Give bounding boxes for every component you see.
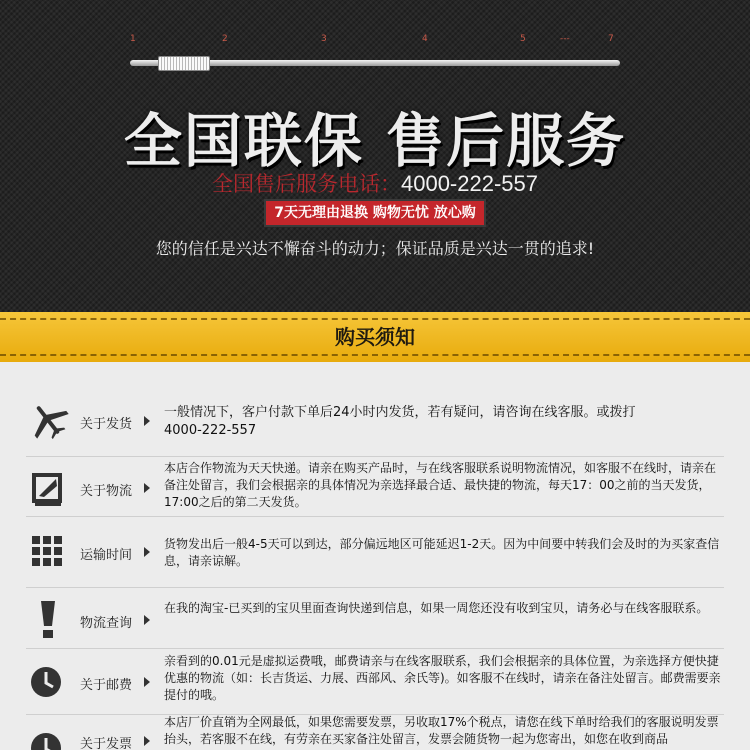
chevron-right-icon <box>144 736 150 746</box>
row-text: 亲看到的0.01元是虚拟运费哦，邮费请亲与在线客服联系，我们会根据亲的具体位置，为亲选择方便快捷优惠的物流（如：长吉货运、力展、西部风、余氏等)。如客服不在线时，请亲在备注处留言。邮费需要亲提付的哦。 <box>164 654 721 702</box>
hero-title: 全国联保 售后服务 <box>123 107 627 175</box>
promise-badge: 7天无理由退换 购物无忧 放心购 <box>266 201 484 225</box>
airplane-icon <box>26 400 70 440</box>
package-box-icon <box>26 470 70 510</box>
row-label: 物流查询 <box>80 616 133 631</box>
ruler-label: 2 <box>222 34 228 44</box>
row-label: 关于发票 <box>80 737 133 750</box>
list-item <box>26 516 724 588</box>
ruler-label: 4 <box>422 34 428 44</box>
chevron-right-icon <box>144 677 150 687</box>
clock-icon <box>26 662 70 702</box>
service-hotline <box>0 168 750 198</box>
ruler-graphic <box>130 32 622 72</box>
hero-slogan: 您的信任是兴达不懈奋斗的动力；保证品质是兴达一贯的追求! <box>155 239 595 258</box>
list-item <box>26 456 724 517</box>
chevron-right-icon <box>144 483 150 493</box>
list-item <box>26 714 724 750</box>
chevron-right-icon <box>144 547 150 557</box>
clock-icon <box>26 728 70 750</box>
list-item <box>26 587 724 649</box>
row-text: 在我的淘宝-已买到的宝贝里面查询快递到信息，如果一周您还没有收到宝贝，请务必与在线客服联系。 <box>164 601 709 615</box>
ruler-label: 1 <box>130 34 136 44</box>
ruler-label: 7 <box>608 34 614 44</box>
purchase-notes-band <box>0 312 750 362</box>
row-text: 一般情况下，客户付款下单后24小时内发货，若有疑问，请咨询在线客服。或拨打4000-222-557 <box>164 405 636 438</box>
exclamation-icon <box>26 599 70 639</box>
band-title: 购买须知 <box>335 325 415 349</box>
grid-icon <box>26 532 70 572</box>
list-item <box>26 388 724 457</box>
ruler-label: 5 <box>520 34 526 44</box>
ruler-label: 3 <box>321 34 327 44</box>
row-label: 关于物流 <box>80 484 133 499</box>
ruler-knob <box>158 56 210 71</box>
list-item <box>26 648 724 715</box>
row-text: 本店合作物流为天天快递。请亲在购买产品时，与在线客服联系说明物流情况，如客服不在线时，请亲在备注处留言，我们会根据亲的具体情况为亲选择最合适、最快捷的物流，每天17：00之前的当天发货，17:00之后的第二天发货。 <box>164 461 717 509</box>
chevron-right-icon <box>144 416 150 426</box>
row-label: 运输时间 <box>80 548 133 563</box>
hotline-number: 4000-222-557 <box>400 171 538 196</box>
ruler-label: --- <box>560 34 570 44</box>
after-sales-banner <box>0 0 750 312</box>
chevron-right-icon <box>144 615 150 625</box>
promise-wrap <box>0 201 750 225</box>
row-text: 货物发出后一般4-5天可以到达，部分偏远地区可能延迟1-2天。因为中间要中转我们会及时的为买家查信息，请亲谅解。 <box>164 537 720 568</box>
row-label: 关于发货 <box>80 417 133 432</box>
row-label: 关于邮费 <box>80 678 133 693</box>
hotline-label: 全国售后服务电话： <box>211 172 401 196</box>
row-text: 本店厂价直销为全网最低，如果您需要发票，另收取17%个税点，请您在线下单时给我们的客服说明发票抬头，若客服不在线，有劳亲在买家备注处留言，发票会随货物一起为您寄出，如您在收到商品 <box>164 715 719 746</box>
